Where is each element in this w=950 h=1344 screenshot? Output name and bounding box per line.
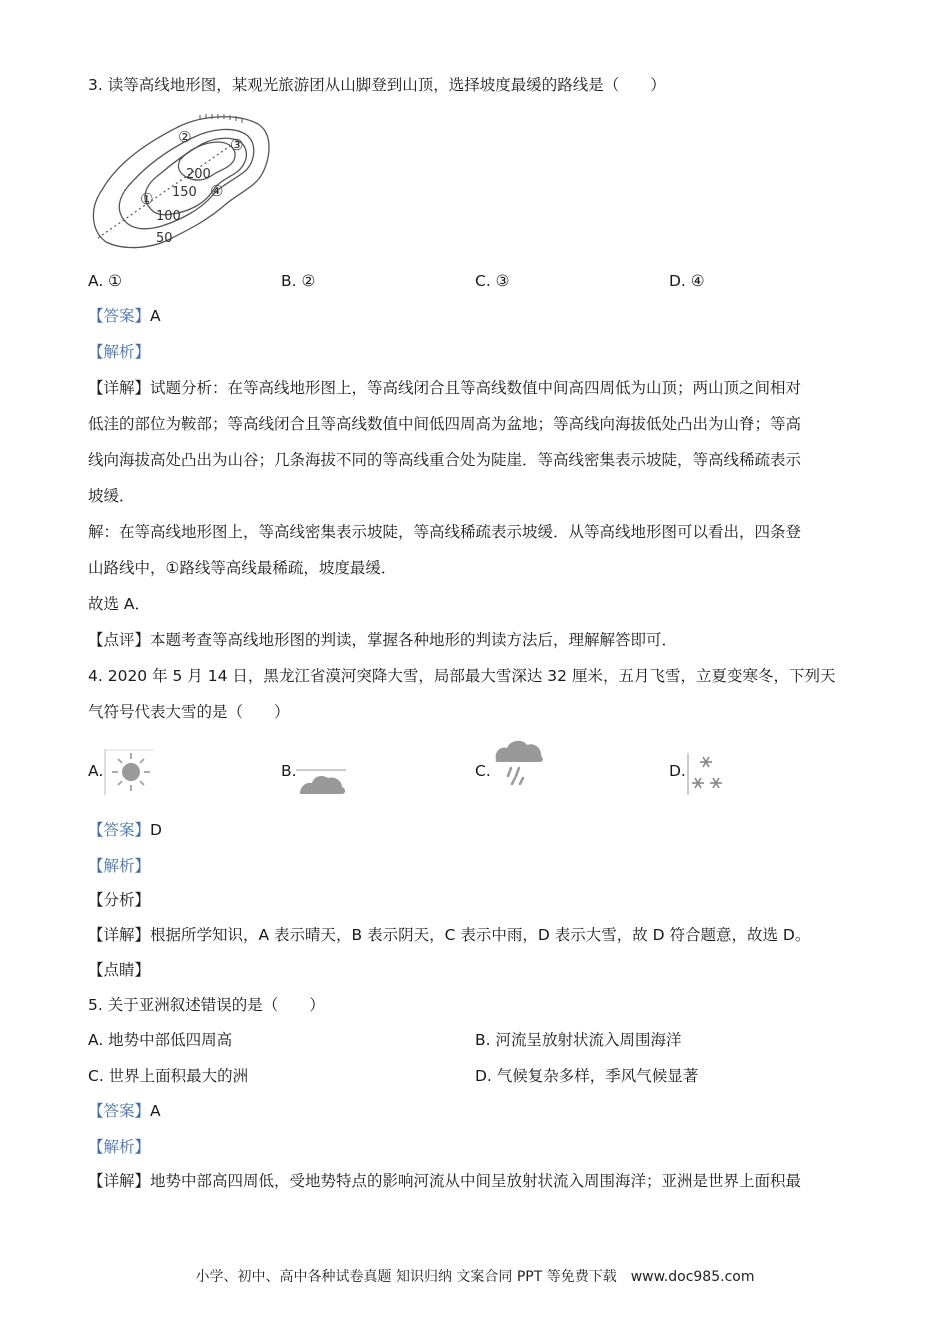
contour-label-200: 200 xyxy=(186,167,211,182)
moderate-rain-icon xyxy=(492,736,546,786)
contour-map-figure xyxy=(88,112,278,252)
q3-analysis-tag: 【解析】 xyxy=(88,343,151,361)
q5-option-a: A. 地势中部低四周高 xyxy=(88,1031,233,1049)
contour-label-50: 50 xyxy=(156,231,173,246)
sunny-icon xyxy=(104,749,156,795)
route-2-label: ② xyxy=(178,128,192,146)
detail-tag: 【详解】 xyxy=(88,926,151,944)
q5-detail-line xyxy=(88,1163,863,1199)
q3-option-d: D. ④ xyxy=(669,272,705,290)
q4-option-d-letter: D. xyxy=(669,762,686,780)
detail-tag: 【详解】 xyxy=(88,1172,151,1190)
q4-dianjing-tag: 【点睛】 xyxy=(88,961,151,979)
q4-answer-line xyxy=(88,812,863,848)
q5-answer-line xyxy=(88,1093,863,1129)
q4-detail: 根据所学知识，A 表示晴天，B 表示阴天，C 表示中雨，D 表示大雪，故 D 符合题意，故选 D。 xyxy=(150,926,811,944)
q3-option-c: C. ③ xyxy=(475,272,510,290)
q3-solution-line-2: 山路线中，①路线等高线最稀疏，坡度最缓． xyxy=(88,559,397,577)
q5-option-d: D. 气候复杂多样，季风气候显著 xyxy=(475,1067,699,1085)
q4-stem-line-2: 气符号代表大雪的是（ ） xyxy=(88,703,290,721)
q5-option-c: C. 世界上面积最大的洲 xyxy=(88,1067,249,1085)
q3-solution-line-1: 解：在等高线地形图上，等高线密集表示坡陡，等高线稀疏表示坡缓．从等高线地形图可以看出，四条登 xyxy=(88,523,802,541)
q3-review-line xyxy=(88,622,863,658)
q3-detail-line-1 xyxy=(88,370,863,406)
heavy-snow-icon xyxy=(686,751,728,795)
contour-label-100: 100 xyxy=(156,209,181,224)
q3-option-a: A. ① xyxy=(88,272,123,290)
q5-detail: 地势中部高四周低，受地势特点的影响河流从中间呈放射状流入周围海洋；亚洲是世界上面积最 xyxy=(150,1172,802,1190)
q3-answer-line xyxy=(88,298,863,334)
q4-analysis-tag: 【解析】 xyxy=(88,857,151,875)
q3-choose: 故选 A． xyxy=(88,595,151,613)
q4-fenxi-tag: 【分析】 xyxy=(88,891,151,909)
route-3-label: ③ xyxy=(230,136,244,154)
cliff-marks xyxy=(200,114,242,123)
route-4-label: ④ xyxy=(210,182,224,200)
q3-detail-text-1: 试题分析：在等高线地形图上，等高线闭合且等高线数值中间高四周低为山顶；两山顶之间相对 xyxy=(150,379,802,397)
answer-tag: 【答案】 xyxy=(88,307,151,325)
q3-detail-line-3: 线向海拔高处凸出为山谷；几条海拔不同的等高线重合处为陡崖．等高线密集表示坡陡，等高线稀疏表示 xyxy=(88,451,802,469)
overcast-icon xyxy=(296,766,348,798)
contour-label-150: 150 xyxy=(172,185,197,200)
q5-stem: 5. 关于亚洲叙述错误的是（ ） xyxy=(88,996,325,1014)
q3-detail-line-4: 坡缓． xyxy=(88,487,135,505)
q4-stem-line-1: 4. 2020 年 5 月 14 日，黑龙江省漠河突降大雪，局部最大雪深达 32 厘米，五月飞雪，立夏变寒冬，下列天 xyxy=(88,667,836,685)
review-tag: 【点评】 xyxy=(88,631,151,649)
q3-review: 本题考查等高线地形图的判读，掌握各种地形的判读方法后，理解解答即可． xyxy=(150,631,678,649)
answer-tag: 【答案】 xyxy=(88,1102,151,1120)
q3-option-b: B. ② xyxy=(281,272,316,290)
q3-stem: 3. 读等高线地形图，某观光旅游团从山脚登到山顶，选择坡度最缓的路线是（ ） xyxy=(88,76,666,94)
q4-option-c-letter: C. xyxy=(475,762,491,780)
answer-tag: 【答案】 xyxy=(88,821,151,839)
detail-tag: 【详解】 xyxy=(88,379,151,397)
q5-option-b: B. 河流呈放射状流入周围海洋 xyxy=(475,1031,682,1049)
q4-option-a-letter: A. xyxy=(88,762,104,780)
q3-detail-line-2: 低洼的部位为鞍部；等高线闭合且等高线数值中间低四周高为盆地；等高线向海拔低处凸出为山脊；等高 xyxy=(88,415,802,433)
route-1-label: ① xyxy=(140,190,154,208)
page-footer: 小学、初中、高中各种试卷真题 知识归纳 文案合同 PPT 等免费下载 www.doc985.com xyxy=(195,1269,755,1285)
q4-detail-line xyxy=(88,917,863,953)
q4-answer: D xyxy=(150,821,162,839)
q3-answer: A xyxy=(150,307,161,325)
q4-option-b-letter: B. xyxy=(281,762,297,780)
q5-answer: A xyxy=(150,1102,161,1120)
q5-analysis-tag: 【解析】 xyxy=(88,1138,151,1156)
